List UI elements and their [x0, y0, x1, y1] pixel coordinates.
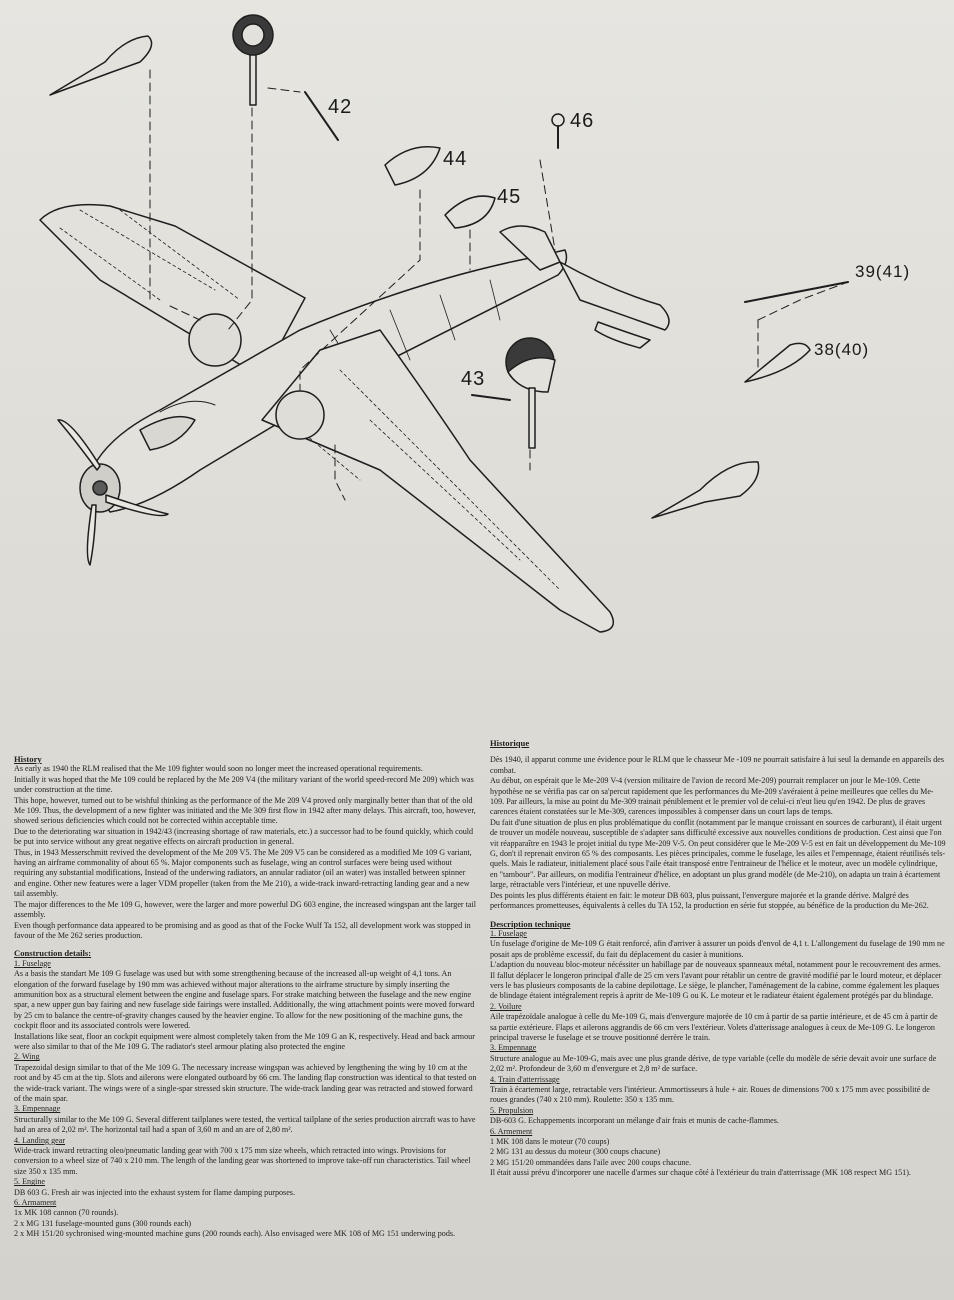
- callout-46: 46: [570, 110, 595, 132]
- wing-title-en: 2. Wing: [14, 1052, 40, 1062]
- part-45: [445, 196, 495, 228]
- armement-fr-line1: 1 MK 108 dans le moteur (70 coups): [490, 1137, 610, 1147]
- callout-38: 38(40): [814, 340, 870, 359]
- part-44: [385, 147, 440, 185]
- armement-title-fr: 6. Armement: [490, 1126, 533, 1136]
- gun-barrel-bottom: [652, 462, 759, 518]
- fuselage-en-p2: Installations like seat, floor an cockpit equipment were almost completely taken from the Me 109 G an K, respectively. Head and back armour were also similar to that of the Me 109 G. The radiator's steel armour plating also protected the engine: [14, 1031, 475, 1051]
- wing-en-text: Trapezoidal design similar to that of the Me 109 G. The necessary increase wingspan was achieved by lengthening the wing by 10 cm at the root and by 45 cm at the tip. Slots and ailerons were elongated outboard by 66 cm. The landing flap construction was identical to that tested on the wide-track variant. The wings were of a single-spar stressed skin structure. The wide-track landing gear was retracted and stowed forward of the main spar.: [14, 1062, 477, 1103]
- train-title-fr: 4. Train d'atterrissage: [490, 1074, 560, 1084]
- landing-gear-en-text: Wide-track inward retracting oleo/pneumatic landing gear with 700 x 175 mm size wheels, which retracted into wings. Provisions for conversion to a wheel size of 740 x 210 mm. The length of the landing gear was shortened to improve take-off run characteristics. Tail wheel size 350 x 135 mm.: [14, 1146, 471, 1176]
- right-wing: [262, 330, 613, 632]
- empennage-title-en: 3. Empennage: [14, 1104, 61, 1114]
- armament-en-line1: 1x MK 108 cannon (70 rounds).: [14, 1208, 119, 1218]
- part-38: [745, 343, 810, 382]
- history-heading-fr: Historique: [490, 738, 530, 748]
- fuselage-title-fr: 1. Fuselage: [490, 928, 527, 938]
- construction-heading-en: Construction details:: [14, 948, 92, 959]
- history-fr-p1: Dès 1940, il apparut comme une évidence pour le RLM que le chasseur Me -109 ne pourrait satisfaire à lui seul la demande en appareils des combat.: [490, 755, 944, 775]
- engine-en-text: DB 603 G. Fresh air was injected into the exhaust system for flame damping purposes.: [14, 1187, 295, 1197]
- engine-title-en: 5. Engine: [14, 1177, 46, 1187]
- history-en-p1: As early as 1940 the RLM realised that the Me 109 fighter would soon no longer meet the increased operational requirements.: [14, 764, 423, 774]
- english-text-column: [14, 754, 478, 1240]
- callout-39: 39(41): [855, 262, 911, 281]
- history-fr-p2: Au début, on espérait que le Me-209 V-4 (version militaire de l'avion de record Me-209) pourrait remplacer un jour le Me-109. Cette hypothèse ne se vérifia pas car on sa'percut rapidement que les performances du Me-209 s'avéraient à peine meilleures que celles du Me-109. Par ailleurs, la mise au point du Me-309 trainait péniblement et le premier vol de celui-ci n'eut lieu qu'en 1942. De plus de graves carences étaient constatées sur le Me-309, carences impossibles à compenser dans un court laps de temps.: [490, 776, 934, 817]
- gun-barrel-top: [50, 36, 152, 95]
- callout-43: 43: [461, 368, 486, 390]
- history-fr-p3: Du fait d'une situation de plus en plus problématique du conflit (notamment par le manque croissant en sources de carburant), il était urgent de trouver un modèle nouveau, susceptible de s'adapter sans difficulté excessive aux nouvelles conditions de production. Cest ainsi que l'on vit réapparaître en 1943 le projet initial du type Me-209 V-5. On peut considérer que le Me-209 V-5 est en fait un développement du Me-109 G, don't il reprenait environ 65 % des composants. Les pièces principales, comme le fuselage, les ailes et l'empennage, étaient réutilisés tels-quels. Mais le radiateur, initialement placé sous l'aile était transposé entre l'entraineur de l'hélice et le moteur, avec un modèle cylindrique, en "tambour". Par ailleurs, on modifia l'entraineur d'hélice, en adoptant un plus grand modèle (de Me-210), on adapta un train à écartement large, rétractable vers l'intérieur, et une npuvelle dérive.: [490, 817, 946, 890]
- french-text-column: [490, 738, 946, 1179]
- armement-fr-line4: Il était aussi prévu d'incorporer une nacelle d'armes sur chaque côté à l'extérieur du train d'atterrissage (MK 108 respect MG 151).: [490, 1168, 911, 1178]
- empennage-fr-text: Structure analogue au Me-109-G, mais avec une plus grande dérive, de type variable (celle du modèle de série devait avoir une surface de 2,02 m². Profondeur de 3,60 m d'envergure et 2,8 m² de surface.: [490, 1053, 937, 1074]
- empennage-en-text: Structurally similar to the Me 109 G. Several different tailplanes were tested, the vertical tailplane of the series production aircraft was to have had an area of 2,02 m². The horizontal tail had a span of 3,60 m and an are of 2,80 m².: [14, 1114, 476, 1135]
- history-fr-p4: Des points les plus différents étaient en fait: le moteur DB 603, plus puissant, l'envergure majorée et la grande dérive. Malgré des performances prometteuses, équivalents à celles du TA 152, la production en série fut stoppée, au bénéfice de la production du Me-262.: [490, 890, 929, 911]
- armament-title-en: 6. Armament: [14, 1198, 57, 1208]
- propulsion-title-fr: 5. Propulsion: [490, 1105, 534, 1115]
- history-en-p3: This hope, however, turned out to be wishful thinking as the performance of the Me 209 V4 proved only marginally better than that of the old Me 109. Thus, the development of a new fighter was initiated and the Me 309 first flow in 1942 after many delays. This aircraft, too, however, showed serious deficiencies which could not be corrected within acceptable time.: [14, 795, 476, 826]
- callout-45: 45: [497, 186, 522, 208]
- armament-en-line3: 2 x MH 151/20 sychronised wing-mounted machine guns (200 rounds each). Also envisaged were MK 108 of MG 151 underwing pods.: [14, 1229, 456, 1239]
- voilure-fr-text: Aile trapézoïdale analogue à celle du Me-109 G, mais d'envergure majorée de 10 cm à partir de sa partie intérieure, et de 45 cm à partir de sa partie extérieure. Flaps et ailerons aggrandis de 66 cm vers l'extérieur. Volets d'atterissage analogues à ceux de Me-109 G. Le longeron principal traverse le fuselage et se trouve positionné derrère le train.: [490, 1012, 938, 1042]
- history-en-p4: Due to the deteriorating war situation in 1942/43 (increasing shortage of raw materials, etc.) a successor had to be found quickly, which could be put into service without any great negative effects on aircraft production in general.: [14, 826, 474, 847]
- empennage-title-fr: 3. Empennage: [490, 1043, 537, 1053]
- horizontal-tail: [560, 262, 669, 330]
- fuselage-title-en: 1. Fuselage: [14, 958, 51, 968]
- callout-42: 42: [328, 96, 353, 118]
- propulsion-fr-text: DB-603 G. Echappements incorporant un mélange d'air frais et munis de cache-flammes.: [490, 1116, 779, 1126]
- history-en-p5: Thus, in 1943 Messerschmitt revived the development of the Me 209 V5. The Me 209 V5 can be considered as a modified Me 109 G variant, having an airframe commonality of about 65 %. Major components such as fuselage, wing an control surfaces were being used without requiring any substantial modifications, Instead of the underwing radiators, an annular radiator (oil an water) was installed between spinner and engine. Other new features were a lager VDM propeller (taken from the Me 210), a wide-track inward-retracting landing gear and a new tail assembly.: [14, 847, 472, 899]
- fuselage-en-p1: As a basis the standart Me 109 G fuselage was used but with some strengthening because of the increased all-up weight of 4,1 tons. An elongation of the forward fuselage by 190 mm was achieved without major alterations to the airframe structure by simply inserting the ammunition box as a structural element between the engine and fuselage spars. For strake matching between the fuselage and the new engine spar, a new upper gun bay fairing and new fuselage side fairings were installed. Additionally, the wing attachment points were moved forward by 25 cm to balance the centre-of-gravity changes caused by the heavier engine. To allow for the new positioning of the machine guns, the cockpit floor and its associated controls were lowered.: [14, 969, 475, 1031]
- armament-en-line2: 2 x MG 131 fuselage-mounted guns (300 rounds each): [14, 1218, 192, 1228]
- callout-44: 44: [443, 148, 468, 170]
- fuselage-fr-p2: L'adaption du nouveau bloc-moteur nécéssiter un habillage par de nouveaux spanneaux métal, notamment pour le recouvrement des armes. Il fallut déplacer le longeron principal d'alle de 25 cm vers l'avant pour rétablir un centre de gravité modifié par le lourd moteur, et déplacer vers le bas plusieurs composants de la cabine depilottage. Le siège, le plancher, l'aménagement de la cabine, comme également les plaques de blindage étaient intégralement repris à apritr de Me-109 G ou K. Le moteur et le radiateur étaient également protégés par du blindage.: [490, 960, 942, 1001]
- history-en-p6: The major differences to the Me 109 G, however, were the larger and more powerful DG 603 engine, the increased wingspan ant the larger tail assembly.: [14, 899, 476, 920]
- history-heading-en: History: [14, 754, 42, 764]
- history-en-p7: Even though performance data appeared to be promising and as good as that of the Focke Wulf Ta 152, all development work was stopped in favour of the Me 262 series production.: [14, 920, 471, 940]
- armement-fr-line2: 2 MG 131 au dessus du moteur (300 coups chacune): [490, 1147, 661, 1157]
- train-fr-text: Train à écartement large, retractable vers l'intérieur. Ammortisseurs à hule + air. Roues de dimensions 700 x 175 mm avec possibilité de roues grandes (740 x 210 mm). Roulette: 350 x 135 mm.: [490, 1085, 930, 1105]
- tech-heading-fr: Description technique: [490, 918, 571, 929]
- voilure-title-fr: 2. Voilure: [490, 1001, 522, 1011]
- fuselage-fr-p1: Un fuselage d'origine de Me-109 G était renforcé, afin d'arriver à assurer un poids d'envol de 4,1 t. L'allongement du fuselage de 190 mm ne posait aps de problème excessif, du fait du déplacement du casier à munitions.: [490, 939, 945, 959]
- armement-fr-line3: 2 MG 151/20 ommandées dans l'aile avec 200 coups chacune.: [490, 1157, 692, 1167]
- history-en-p2: Initially it was hoped that the Me 109 could be replaced by the Me 209 V4 (the military variant of the world speed-record Me 209) which was under construction at the time.: [14, 774, 474, 795]
- landing-gear-title-en: 4. Landing gear: [14, 1135, 66, 1145]
